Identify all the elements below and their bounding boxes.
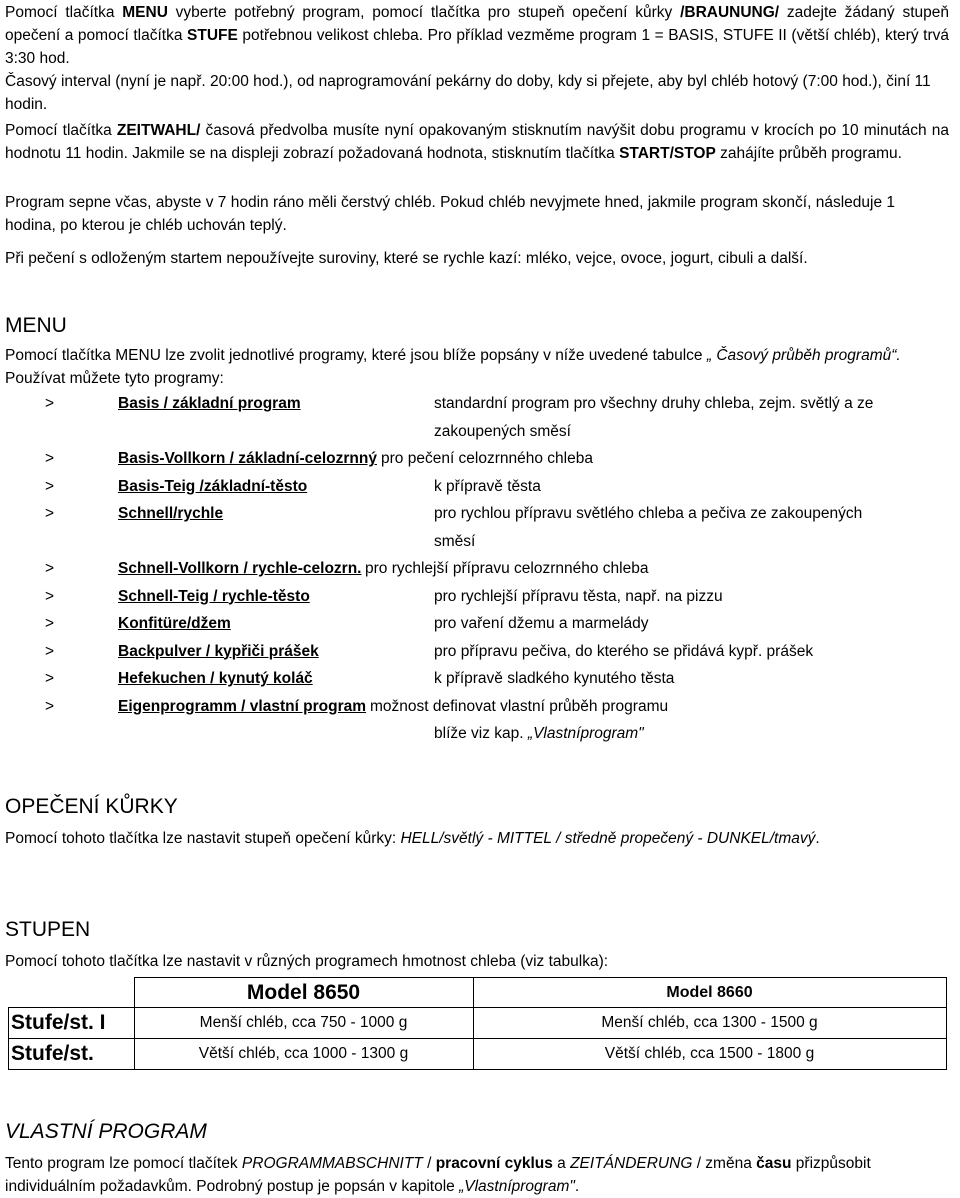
menu-keyword: MENU — [122, 4, 168, 21]
text: . — [815, 830, 820, 847]
intro-paragraph-5: Při pečení s odloženým startem nepoužívejte suroviny, které se rychle kazí: mléko, vejce, ovoce, jogurt, cibuli a další. — [5, 250, 808, 267]
table-row — [9, 1008, 947, 1039]
text: Pomocí tlačítka — [5, 122, 117, 139]
program-name: Konfitüre/džem — [118, 615, 231, 632]
program-description: možnost definovat vlastní průběh programu — [370, 697, 669, 715]
stupen-text: Pomocí tohoto tlačítka lze nastavit v různých programech hmotnost chleba (viz tabulka): — [5, 953, 609, 970]
table-row — [9, 1039, 947, 1070]
menu-intro — [5, 344, 949, 390]
intro-paragraph-3 — [5, 119, 949, 165]
intro-paragraph-4: Program sepne včas, abyste v 7 hodin ráno měli čerstvý chléb. Pokud chléb nevyjmete hned, jakmile program skončí, následuje 1 hodina, po kterou je chléb uchován teplý. — [5, 194, 895, 234]
text: . — [574, 1178, 580, 1195]
braunung-keyword: /BRAUNUNG/ — [680, 4, 780, 21]
arrow-marker: > — [45, 450, 55, 467]
zeitwahl-keyword: ZEITWAHL/ — [116, 122, 201, 139]
table-reference: „ Časový průběh programů“. — [706, 347, 901, 364]
table-header-8650: Model 8650 — [134, 978, 473, 1008]
own-program-text — [5, 1152, 949, 1198]
program-description: pro rychlejší přípravu těsta, např. na pizzu — [434, 587, 723, 605]
stupen-heading: STUPEN — [5, 918, 91, 941]
text: Používat můžete tyto programy: — [5, 370, 224, 387]
table-cell: Větší chléb, cca 1000 - 1300 g — [134, 1039, 473, 1070]
arrow-marker: > — [45, 560, 55, 577]
text: blíže viz kap. — [434, 725, 524, 742]
program-name: Schnell/rychle — [118, 505, 224, 522]
time-change-keyword: ZEITÁNDERUNG — [570, 1155, 693, 1172]
crust-heading: OPEČENÍ KŮRKY — [5, 795, 178, 818]
table-cell: Menší chléb, cca 1300 - 1500 g — [473, 1008, 946, 1039]
crust-levels: HELL/světlý - MITTEL / středně propečený - DUNKEL/tmavý — [400, 830, 816, 847]
program-name: Schnell-Teig / rychle-těsto — [118, 587, 310, 605]
arrow-marker: > — [45, 670, 55, 687]
program-description: k přípravě sladkého kynutého těsta — [434, 670, 675, 687]
program-name: Schnell-Vollkorn / rychle-celozrn. — [118, 560, 362, 577]
text: Tento program lze pomocí tlačítek — [5, 1155, 242, 1172]
program-name: Backpulver / kypřiči prášek — [118, 642, 319, 660]
text: Pomocí tlačítka MENU lze zvolit jednotlivé programy, které jsou blíže popsány v níže uvedené tabulce — [5, 347, 707, 364]
stufe-keyword: STUFE — [187, 27, 238, 44]
text: a — [552, 1155, 571, 1172]
chapter-reference: „Vlastníprogram" — [527, 725, 644, 742]
text: zahájíte průběh programu. — [715, 145, 902, 162]
work-cycle-keyword: pracovní cyklus — [435, 1155, 553, 1172]
text: Pomocí tohoto tlačítka lze nastavit stupeň opečení kůrky: — [5, 830, 401, 847]
table-header-row — [9, 978, 947, 1008]
program-description: pro rychlejší přípravu celozrnného chleba — [365, 560, 649, 577]
program-description: k přípravě těsta — [434, 477, 541, 495]
arrow-marker: > — [45, 477, 55, 495]
row-label: Stufe/st. — [9, 1039, 135, 1070]
text: potřebnou velikost chleba. Pro příklad vezměme program 1 = BASIS, STUFE II (větší chléb), který trvá 3:30 hod. — [5, 27, 950, 67]
menu-heading: MENU — [5, 314, 67, 337]
program-description-continued — [434, 420, 571, 444]
text: přizpůsobit individuálním požadavkům. Podrobný postup je popsán v kapitole — [5, 1155, 871, 1195]
program-description-continued — [434, 530, 475, 554]
program-description: pro vaření džemu a marmelády — [434, 615, 649, 632]
arrow-marker: > — [45, 395, 55, 412]
text: zadejte žádaný stupeň opečení a pomocí tlačítka — [5, 4, 949, 44]
text: zakoupených směsí — [434, 422, 571, 440]
program-name: Hefekuchen / kynutý koláč — [118, 670, 313, 687]
program-description: standardní program pro všechny druhy chleba, zejm. světlý a ze — [434, 395, 874, 412]
arrow-marker: > — [45, 697, 55, 715]
arrow-marker: > — [45, 642, 55, 660]
start-stop-keyword: START/STOP — [619, 145, 716, 162]
table-cell: Menší chléb, cca 750 - 1000 g — [134, 1008, 473, 1039]
program-step-keyword: PROGRAMMABSCHNITT — [241, 1155, 423, 1172]
chapter-reference: „Vlastníprogram" — [459, 1178, 575, 1195]
table-cell: Větší chléb, cca 1500 - 1800 g — [473, 1039, 946, 1070]
text: časová předvolba musíte nyní opakovaným stisknutím navýšit dobu programu v krocích po 10 minutách na hodnotu 11 hodin. Jakmile se na displeji zobrazí požadovaná hodnota, stisknutím tlačítka — [5, 122, 949, 162]
intro-paragraph-1 — [5, 1, 949, 70]
row-label: Stufe/st. I — [9, 1008, 135, 1039]
program-description-continued — [434, 722, 644, 746]
table-header-8660: Model 8660 — [473, 978, 946, 1008]
intro-paragraph-2: Časový interval (nyní je např. 20:00 hod.), od naprogramování pekárny do doby, kdy si přejete, aby byl chléb hotový (7:00 hod.), činí 11 hodin. — [5, 73, 931, 113]
program-description: pro pečení celozrnného chleba — [381, 450, 593, 467]
arrow-marker: > — [45, 587, 55, 605]
program-name: Basis-Vollkorn / základní-celozrnný — [118, 450, 377, 467]
text: vyberte potřebný program, pomocí tlačítka pro stupeň opečení kůrky — [167, 4, 681, 21]
program-name: Basis-Teig /základní-těsto — [118, 477, 308, 495]
table-corner — [9, 978, 135, 1008]
time-keyword: času — [756, 1155, 792, 1172]
text: Pomocí tlačítka — [5, 4, 123, 21]
arrow-marker: > — [45, 505, 55, 522]
program-description: pro přípravu pečiva, do kterého se přidává kypř. prášek — [434, 642, 814, 660]
text: / změna — [692, 1155, 757, 1172]
text: směsí — [434, 532, 476, 550]
text: / — [422, 1155, 436, 1172]
size-table — [8, 977, 947, 1070]
own-program-heading: VLASTNÍ PROGRAM — [5, 1120, 207, 1143]
program-name: Eigenprogramm / vlastní program — [118, 697, 367, 715]
program-name: Basis / základní program — [118, 395, 301, 412]
program-description: pro rychlou přípravu světlého chleba a pečiva ze zakoupených — [434, 505, 863, 522]
crust-text — [5, 827, 949, 850]
arrow-marker: > — [45, 615, 55, 632]
